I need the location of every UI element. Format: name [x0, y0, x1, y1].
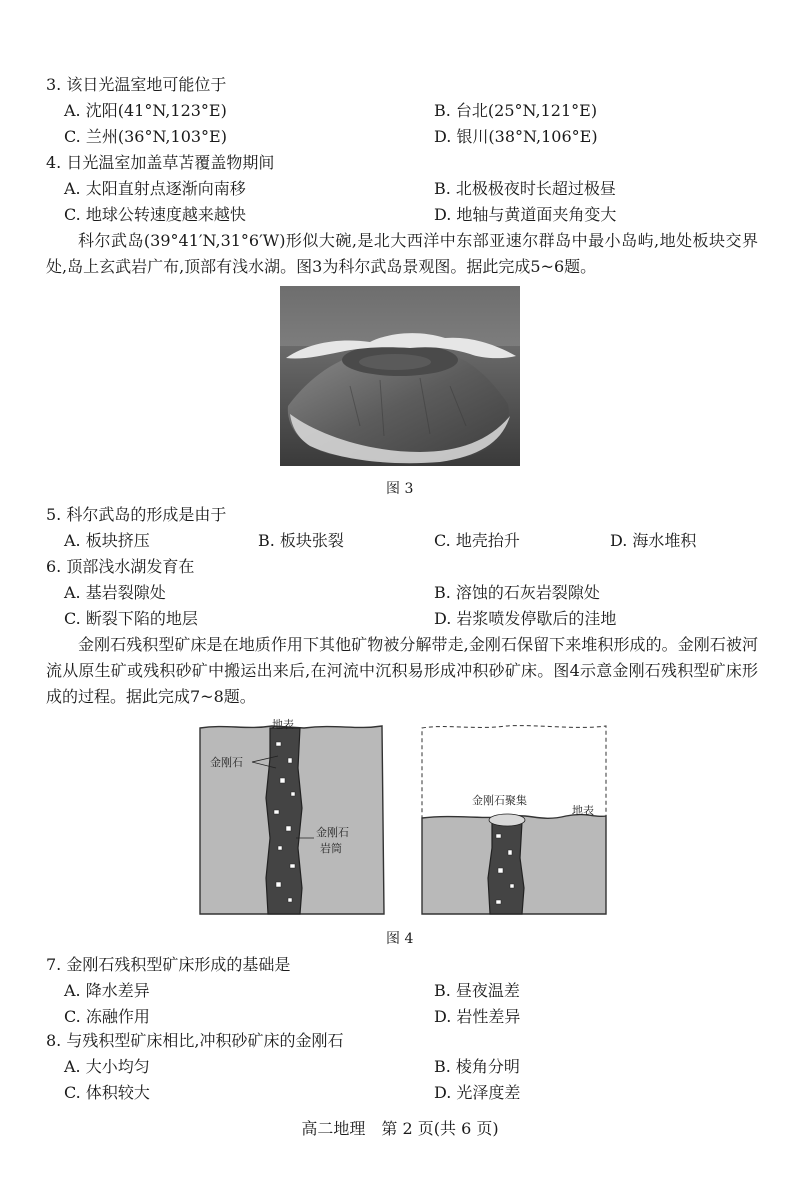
q7-option-c[interactable]: C. 冻融作用: [64, 1007, 150, 1026]
pipe-label-line1: 金刚石: [316, 826, 349, 839]
q4-option-d[interactable]: D. 地轴与黄道面夹角变大: [434, 205, 617, 224]
q7-option-a[interactable]: A. 降水差异: [64, 981, 150, 1000]
q5-option-b[interactable]: B. 板块张裂: [258, 531, 344, 550]
q8-option-a[interactable]: A. 大小均匀: [64, 1057, 150, 1076]
q7-option-d[interactable]: D. 岩性差异: [434, 1007, 521, 1026]
q5-option-a[interactable]: A. 板块挤压: [64, 531, 150, 550]
q6-option-a[interactable]: A. 基岩裂隙处: [64, 583, 166, 602]
diamond-label: 金刚石: [210, 756, 243, 769]
q5-option-d[interactable]: D. 海水堆积: [610, 531, 697, 550]
q3-option-b[interactable]: B. 台北(25°N,121°E): [434, 101, 598, 120]
q4-option-b[interactable]: B. 北极极夜时长超过极昼: [434, 179, 616, 198]
q3-stem: 3. 该日光温室地可能位于: [46, 75, 227, 94]
q4-option-c[interactable]: C. 地球公转速度越来越快: [64, 205, 246, 224]
right-surface-label: 地表: [572, 804, 594, 817]
q7-stem: 7. 金刚石残积型矿床形成的基础是: [46, 955, 291, 974]
q8-option-d[interactable]: D. 光泽度差: [434, 1083, 521, 1102]
pipe-label-line2: 岩筒: [320, 842, 342, 855]
passage-corvo: 科尔武岛(39°41′N,31°6′W)形似大碗,是北大西洋中东部亚速尔群岛中最小岛屿,地处板块交界处,岛上玄武岩广布,顶部有浅水湖。图3为科尔武岛景观图。据此完成5~6题。: [46, 231, 758, 276]
figure3-caption: 图 3: [386, 481, 414, 497]
q6-option-c[interactable]: C. 断裂下陷的地层: [64, 609, 198, 628]
passage-diamond: 金刚石残积型矿床是在地质作用下其他矿物被分解带走,金刚石保留下来堆积形成的。金刚石被河流从原生矿或残积砂矿中搬运出来后,在河流中沉积易形成冲积砂矿床。图4示意金刚石残积型矿床形成的过程。据此完成7~8题。: [46, 635, 758, 706]
q4-option-a[interactable]: A. 太阳直射点逐渐向南移: [64, 179, 246, 198]
right-panel: [422, 726, 606, 914]
q6-option-d[interactable]: D. 岩浆喷发停歇后的洼地: [434, 609, 617, 628]
left-surface-label: 地表: [272, 718, 294, 731]
diamond-deposit-diagram: [196, 718, 616, 918]
left-panel: [200, 726, 384, 914]
q7-option-b[interactable]: B. 昼夜温差: [434, 981, 520, 1000]
q6-stem: 6. 顶部浅水湖发育在: [46, 557, 195, 576]
q8-stem: 8. 与残积型矿床相比,冲积砂矿床的金刚石: [46, 1031, 344, 1050]
q5-stem: 5. 科尔武岛的形成是由于: [46, 505, 227, 524]
page-footer: 高二地理 第 2 页(共 6 页): [301, 1119, 499, 1138]
q5-option-c[interactable]: C. 地壳抬升: [434, 531, 520, 550]
q6-option-b[interactable]: B. 溶蚀的石灰岩裂隙处: [434, 583, 600, 602]
q4-stem: 4. 日光温室加盖草苫覆盖物期间: [46, 153, 275, 172]
q3-option-c[interactable]: C. 兰州(36°N,103°E): [64, 127, 227, 146]
q8-option-c[interactable]: C. 体积较大: [64, 1083, 150, 1102]
q8-option-b[interactable]: B. 棱角分明: [434, 1057, 520, 1076]
corvo-island-photo: [280, 286, 520, 466]
q3-option-a[interactable]: A. 沈阳(41°N,123°E): [64, 101, 227, 120]
figure4-caption: 图 4: [386, 931, 414, 947]
q3-option-d[interactable]: D. 银川(38°N,106°E): [434, 127, 598, 146]
cluster-label: 金刚石聚集: [472, 794, 527, 807]
